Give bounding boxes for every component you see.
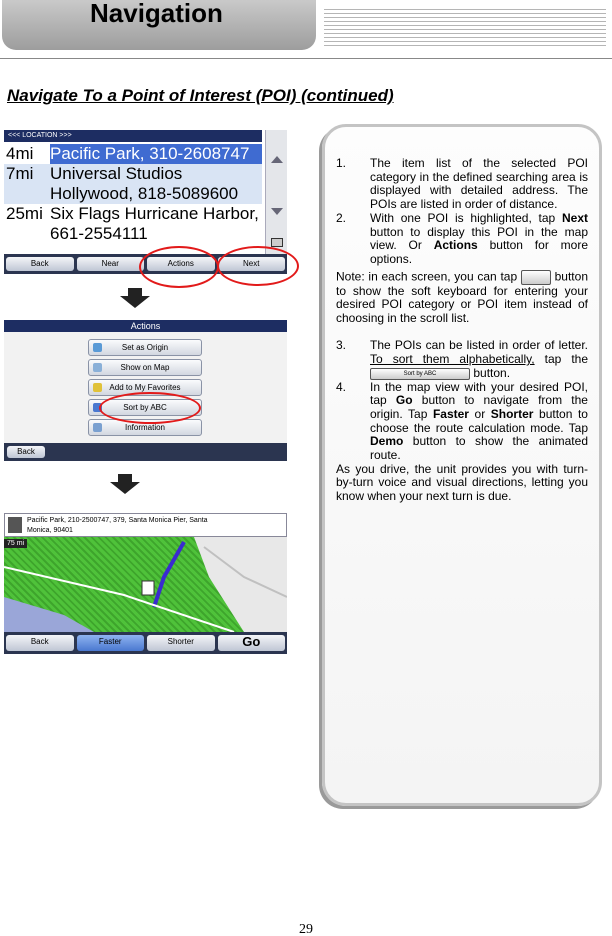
poi-icon bbox=[8, 517, 22, 533]
list-item[interactable] bbox=[4, 224, 262, 244]
info-icon bbox=[93, 423, 102, 432]
menu-item-label: Add to My Favorites bbox=[109, 383, 181, 392]
item-number: 4. bbox=[336, 379, 347, 394]
poi-distance: 25mi bbox=[6, 204, 43, 223]
poi-name: Six Flags Hurricane Harbor, bbox=[50, 204, 259, 223]
poi-distance: 7mi bbox=[6, 164, 34, 183]
instruction-item bbox=[336, 212, 588, 267]
section-title: Navigate To a Point of Interest (POI) (continued) bbox=[7, 86, 394, 105]
back-button[interactable]: Back bbox=[6, 257, 74, 271]
list-item[interactable] bbox=[4, 164, 262, 184]
header-decoration bbox=[324, 6, 606, 46]
address-line: Pacific Park, 210-2500747, 379, Santa Monica Pier, Santa bbox=[27, 517, 208, 524]
page-number: 29 bbox=[299, 922, 313, 936]
map-graphic bbox=[4, 537, 287, 632]
list-item[interactable] bbox=[4, 144, 262, 164]
sort-by-abc-button-icon: Sort by ABC bbox=[370, 368, 470, 380]
bottom-toolbar bbox=[4, 443, 287, 461]
item-body: The item list of the selected POI category in the defined searching area is displayed with detailed address. The POIs are listed in order of distance. bbox=[370, 156, 588, 212]
show-on-map-button[interactable] bbox=[88, 359, 202, 376]
back-button[interactable]: Back bbox=[7, 446, 45, 458]
speed-label: 75 mi bbox=[4, 539, 27, 548]
map-screenshot bbox=[4, 513, 287, 654]
highlight-circle bbox=[139, 246, 219, 288]
keyboard-icon[interactable] bbox=[271, 238, 283, 247]
go-button[interactable]: Go bbox=[218, 635, 286, 651]
menu-item-label: Show on Map bbox=[120, 363, 170, 372]
poi-list bbox=[4, 144, 262, 244]
origin-icon bbox=[93, 343, 102, 352]
item-number: 2. bbox=[336, 210, 347, 225]
keyboard-button-icon bbox=[521, 270, 551, 285]
scroll-up-icon[interactable] bbox=[271, 156, 283, 163]
poi-name: Pacific Park, 310-2608747 bbox=[50, 144, 262, 164]
poi-name: Hollywood, 818-5089600 bbox=[50, 184, 239, 203]
highlight-circle bbox=[99, 392, 201, 424]
item-body: With one POI is highlighted, tap Next button to display this POI in the map view. Or Actions button for more options. bbox=[370, 210, 588, 266]
menu-item-label: Information bbox=[124, 423, 166, 432]
list-item[interactable] bbox=[4, 184, 262, 204]
set-as-origin-button[interactable] bbox=[88, 339, 202, 356]
item-body: In the map view with your desired POI, tap Go button to navigate from the origin. Tap Faster or Shorter button to choose the route calculation mode. Tap Demo button to show the animated route. bbox=[370, 379, 588, 463]
list-item[interactable] bbox=[4, 204, 262, 224]
back-button[interactable]: Back bbox=[6, 635, 74, 651]
item-number: 1. bbox=[336, 156, 347, 170]
next-button[interactable]: Next bbox=[218, 257, 286, 271]
menu-item-label: Set as Origin bbox=[121, 343, 169, 352]
item-body: The POIs can be listed in order of letter. To sort them alphabetically, tap the Sort by ABC button. bbox=[370, 338, 588, 380]
map-view[interactable] bbox=[4, 537, 287, 632]
shorter-button[interactable]: Shorter bbox=[147, 635, 215, 651]
instruction-item bbox=[336, 339, 588, 380]
scroll-down-icon[interactable] bbox=[271, 208, 283, 215]
menu-item-label: Sort by ABC bbox=[123, 403, 167, 412]
poi-distance bbox=[4, 224, 50, 244]
poi-name: 661-2554111 bbox=[50, 224, 148, 243]
header-divider bbox=[0, 58, 612, 59]
star-icon bbox=[93, 383, 102, 392]
poi-distance bbox=[4, 184, 50, 204]
instruction-text bbox=[336, 157, 588, 504]
note-paragraph: Note: in each screen, you can tap button to show the soft keyboard for entering your desired POI category or POI item instead of choosing in the scroll list. bbox=[336, 269, 588, 326]
scrollbar[interactable] bbox=[265, 130, 287, 256]
instruction-item bbox=[336, 157, 588, 212]
down-arrow-icon bbox=[120, 288, 150, 308]
address-line: Monica, 90401 bbox=[27, 527, 73, 534]
faster-button[interactable]: Faster bbox=[77, 635, 145, 651]
bottom-toolbar bbox=[4, 632, 287, 654]
item-number: 3. bbox=[336, 338, 347, 353]
actions-screenshot bbox=[4, 320, 287, 461]
actions-button[interactable]: Actions bbox=[147, 257, 215, 271]
header-title: Navigation bbox=[90, 0, 223, 28]
poi-distance: 4mi bbox=[6, 144, 34, 163]
instruction-item bbox=[336, 381, 588, 463]
down-arrow-icon bbox=[110, 474, 140, 494]
actions-title-bar: Actions bbox=[4, 320, 287, 332]
closing-paragraph: As you drive, the unit provides you with turn-by-turn voice and visual directions, letting you know when your next turn is due. bbox=[336, 461, 588, 504]
poi-name: Universal Studios bbox=[50, 164, 183, 183]
highlight-circle bbox=[217, 246, 299, 286]
header-tab bbox=[2, 0, 316, 50]
near-button[interactable]: Near bbox=[77, 257, 145, 271]
magnifier-icon bbox=[93, 363, 102, 372]
location-bar: <<< LOCATION >>> bbox=[4, 130, 262, 142]
poi-address-bar bbox=[4, 513, 287, 537]
actions-menu bbox=[88, 339, 202, 439]
